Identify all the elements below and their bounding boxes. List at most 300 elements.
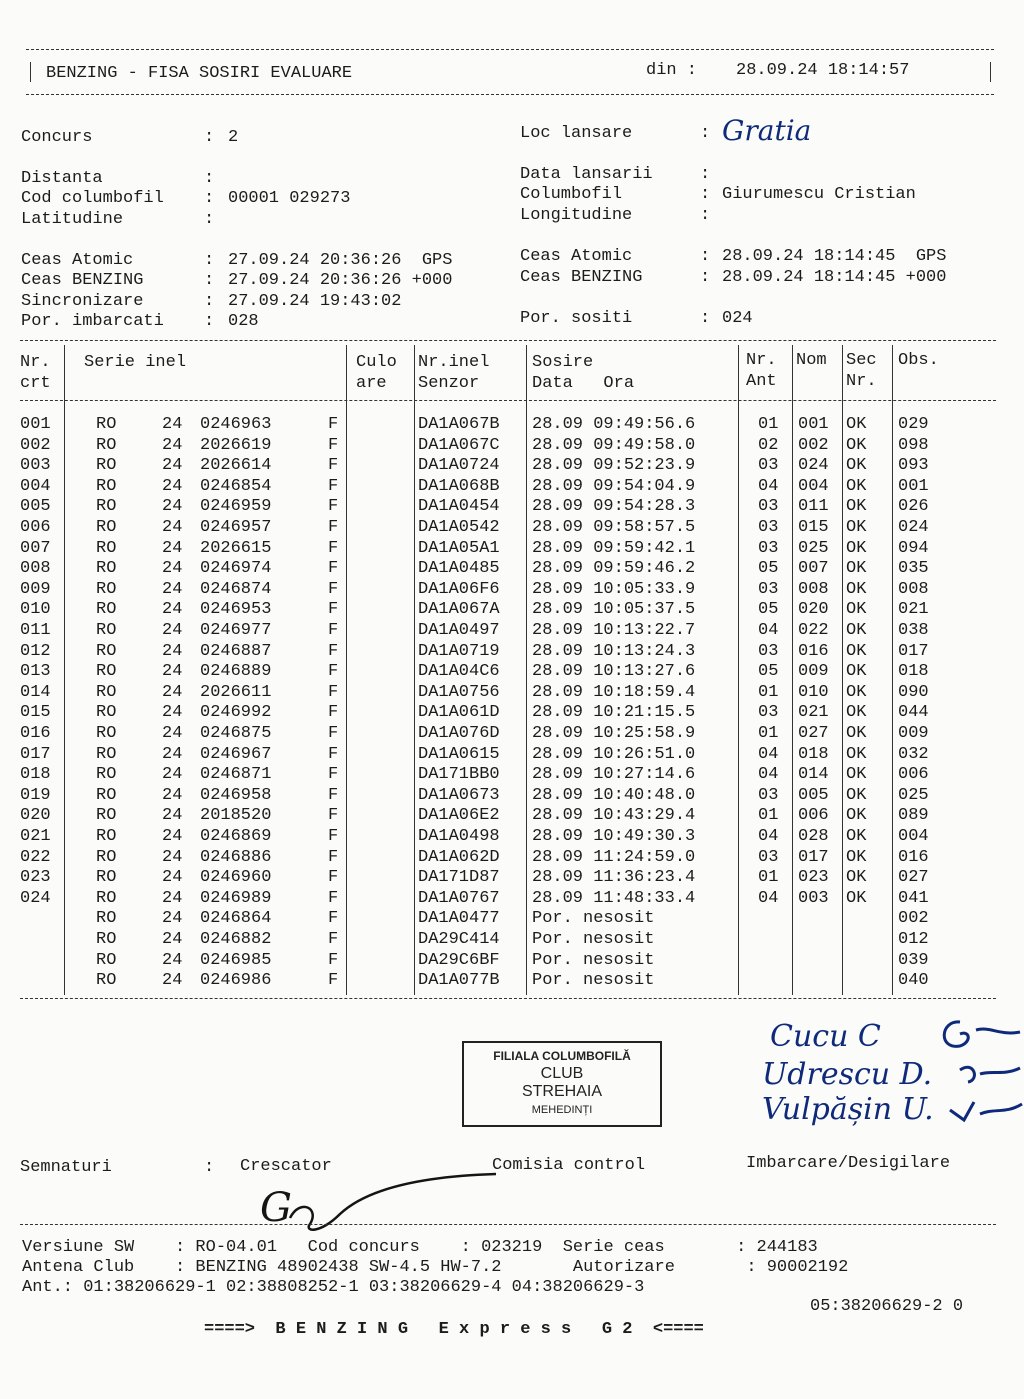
columbofil-sep: : [700,185,711,204]
concurs-value: 2 [228,128,239,147]
report-title: BENZING - FISA SOSIRI EVALUARE [46,64,353,83]
cell-sec: OK [846,415,867,434]
cell-obs: 032 [898,744,929,764]
cell-senzor: DA29C414 [418,930,500,949]
cell-an: 24 [162,971,183,991]
cell-obs: 029 [898,415,929,434]
por-sositi-sep: : [700,309,711,328]
por-sositi-value: 024 [722,309,753,328]
cell-sec: OK [846,847,867,867]
cell-nr: 010 [20,600,51,620]
cell-sex: F [328,538,339,558]
cell-senzor: DA1A0615 [418,744,500,764]
stamp-line4: MEHEDINȚI [531,1104,593,1116]
cell-tara: RO [96,744,117,764]
distanta-label: Distanta [21,169,103,188]
cell-sex: F [328,600,339,620]
cell-sosire: 28.09 11:36:23.4 [532,868,696,888]
cell-ant: 04 [758,765,779,785]
cell-nr: 004 [20,476,51,496]
cell-ant: 04 [758,621,779,640]
loc-lansare-label: Loc lansare [520,124,633,143]
header-nr: Nr. [20,353,51,372]
cell-sosire: Por. nesosit [532,930,655,949]
col-sep-3 [414,345,415,995]
cell-tara: RO [96,456,117,476]
cell-an: 24 [162,518,183,537]
cell-obs: 044 [898,703,929,723]
footer-line-3: Ant.: 01:38206629-1 02:38808252-1 03:38206629-4 04:38206629-3 [22,1278,645,1297]
cell-an: 24 [162,641,183,661]
cell-ant: 04 [758,888,779,908]
col-sep-5 [738,345,739,995]
cell-sec: OK [846,600,867,620]
cell-sec: OK [846,724,867,743]
cell-sosire: Por. nesosit [532,971,655,991]
sincronizare-value: 27.09.24 19:43:02 [228,292,402,311]
cell-senzor: DA1A05A1 [418,538,500,558]
cell-sosire: 28.09 09:59:46.2 [532,559,696,579]
cell-nr: 016 [20,724,51,743]
cell-nom: 011 [798,497,829,517]
cell-an: 24 [162,456,183,476]
header-nr-inel: Nr.inel [418,353,490,372]
cell-nom: 018 [798,744,829,764]
cell-sex: F [328,559,339,579]
cell-obs: 098 [898,435,929,455]
cell-senzor: DA171D87 [418,868,500,888]
cell-nom: 023 [798,868,829,888]
cell-nr: 019 [20,785,51,805]
cell-sec: OK [846,641,867,661]
latitudine-sep: : [204,210,215,229]
ceas-benzing-label: Ceas BENZING [21,271,144,290]
cell-sec: OK [846,518,867,537]
cell-sec: OK [846,888,867,908]
cell-sosire: 28.09 10:13:22.7 [532,621,696,640]
cell-inel: 2026611 [200,682,272,702]
cell-tara: RO [96,724,117,743]
cod-columbofil-label: Cod columbofil [21,189,164,208]
header-crt: crt [20,374,51,393]
cell-sec: OK [846,435,867,455]
cell-senzor: DA1A067C [418,435,500,455]
cell-an: 24 [162,682,183,702]
cell-tara: RO [96,476,117,496]
club-stamp [462,1041,662,1127]
cell-tara: RO [96,600,117,620]
cell-nr: 017 [20,744,51,764]
cell-sex: F [328,847,339,867]
cell-sec: OK [846,806,867,826]
cell-inel: 0246963 [200,415,272,434]
cell-inel: 2026615 [200,538,272,558]
table-top-rule [20,340,996,341]
cell-sosire: 28.09 10:05:37.5 [532,600,696,620]
cell-inel: 0246869 [200,827,272,846]
semnaturi-label: Semnaturi [20,1158,112,1177]
cell-an: 24 [162,765,183,785]
cell-sosire: 28.09 09:59:42.1 [532,538,696,558]
header-obs: Obs. [898,351,939,370]
cell-ant: 04 [758,476,779,496]
cell-nr: 007 [20,538,51,558]
cell-tara: RO [96,621,117,640]
cell-sex: F [328,950,339,970]
header-are: are [356,374,387,393]
cell-sex: F [328,868,339,888]
cod-columbofil-value: 00001 029273 [228,189,351,208]
cell-sex: F [328,909,339,929]
cell-sec: OK [846,662,867,682]
ceas-atomic-right-label: Ceas Atomic [520,247,633,266]
cell-sosire: 28.09 10:40:48.0 [532,785,696,805]
cell-ant: 05 [758,600,779,620]
cell-nom: 014 [798,765,829,785]
ceas-benzing-right-value: 28.09.24 18:14:45 +000 [722,268,947,287]
handwritten-name-2: Udrescu D. [762,1057,933,1092]
cell-tara: RO [96,765,117,785]
cell-obs: 012 [898,930,929,949]
cell-inel: 0246974 [200,559,272,579]
cell-ant: 02 [758,435,779,455]
ceas-atomic-right-sep: : [700,247,711,266]
cell-obs: 035 [898,559,929,579]
cell-ant: 01 [758,724,779,743]
cell-an: 24 [162,476,183,496]
cell-nr: 024 [20,888,51,908]
cell-sec: OK [846,682,867,702]
cell-senzor: DA1A0485 [418,559,500,579]
cell-tara: RO [96,950,117,970]
cell-sex: F [328,518,339,537]
cell-sosire: 28.09 10:49:30.3 [532,827,696,846]
concurs-sep: : [204,128,215,147]
cell-obs: 093 [898,456,929,476]
comisia-label: Comisia control [492,1156,646,1175]
cell-an: 24 [162,538,183,558]
cell-ant: 01 [758,415,779,434]
cell-senzor: DA1A0542 [418,518,500,537]
cell-sex: F [328,703,339,723]
cell-sex: F [328,662,339,682]
cell-sec: OK [846,476,867,496]
ceas-atomic-value: 27.09.24 20:36:26 GPS [228,251,453,270]
cell-sex: F [328,497,339,517]
cell-sex: F [328,785,339,805]
cell-nr: 013 [20,662,51,682]
cell-senzor: DA1A076D [418,724,500,743]
ceas-benzing-value: 27.09.24 20:36:26 +000 [228,271,453,290]
cell-inel: 0246874 [200,579,272,599]
header-sec-nr: Nr. [846,372,877,391]
cell-senzor: DA1A06F6 [418,579,500,599]
cell-senzor: DA1A0673 [418,785,500,805]
cell-inel: 0246989 [200,888,272,908]
cell-ant: 01 [758,868,779,888]
handwritten-name-1: Cucu C [770,1019,881,1054]
distanta-sep: : [204,169,215,188]
cell-tara: RO [96,930,117,949]
cell-sosire: 28.09 10:13:24.3 [532,641,696,661]
cell-obs: 024 [898,518,929,537]
cell-senzor: DA29C6BF [418,950,500,970]
cell-an: 24 [162,435,183,455]
cell-ant: 03 [758,641,779,661]
cell-obs: 001 [898,476,929,496]
cell-senzor: DA1A0477 [418,909,500,929]
cell-nom: 028 [798,827,829,846]
cell-sec: OK [846,827,867,846]
cell-obs: 021 [898,600,929,620]
cell-an: 24 [162,909,183,929]
cell-nom: 016 [798,641,829,661]
cell-nom: 003 [798,888,829,908]
report-date-label: din : [646,61,698,80]
cell-senzor: DA1A061D [418,703,500,723]
cell-senzor: DA1A077B [418,971,500,991]
cell-nom: 017 [798,847,829,867]
cell-sosire: 28.09 11:48:33.4 [532,888,696,908]
cell-an: 24 [162,930,183,949]
stamp-line3: STREHAIA [521,1083,602,1100]
cell-senzor: DA1A04C6 [418,662,500,682]
header-right-edge [990,62,991,82]
cell-inel: 0246986 [200,971,272,991]
cell-nr: 011 [20,621,51,640]
cell-sex: F [328,476,339,496]
cell-an: 24 [162,868,183,888]
cell-tara: RO [96,641,117,661]
cell-tara: RO [96,785,117,805]
cell-sex: F [328,621,339,640]
cell-ant: 03 [758,579,779,599]
cell-inel: 2026619 [200,435,272,455]
cell-inel: 0246992 [200,703,272,723]
columbofil-label: Columbofil [520,185,623,204]
col-sep-2 [346,345,347,995]
cell-senzor: DA171BB0 [418,765,500,785]
latitudine-label: Latitudine [21,210,124,229]
header-top-rule [26,49,994,50]
header-nom: Nom [796,351,827,370]
cell-an: 24 [162,703,183,723]
stamp-line1: FILIALA COLUMBOFILĂ [493,1049,631,1063]
cell-nr: 002 [20,435,51,455]
cell-sosire: 28.09 10:43:29.4 [532,806,696,826]
cell-senzor: DA1A062D [418,847,500,867]
cell-inel: 2018520 [200,806,272,826]
cell-obs: 002 [898,909,929,929]
ceas-benzing-sep: : [204,271,215,290]
cell-an: 24 [162,950,183,970]
cell-inel: 0246957 [200,518,272,537]
cell-obs: 008 [898,579,929,599]
cell-inel: 0246953 [200,600,272,620]
cell-ant: 03 [758,538,779,558]
cell-sosire: Por. nesosit [532,950,655,970]
cell-senzor: DA1A06E2 [418,806,500,826]
cell-sec: OK [846,559,867,579]
cell-sosire: Por. nesosit [532,909,655,929]
cell-an: 24 [162,497,183,517]
cell-tara: RO [96,847,117,867]
cell-ant: 05 [758,662,779,682]
cell-senzor: DA1A0497 [418,621,500,640]
cell-senzor: DA1A0719 [418,641,500,661]
cell-tara: RO [96,538,117,558]
footer-rule [20,1224,996,1225]
cell-inel: 0246882 [200,930,272,949]
ceas-atomic-label: Ceas Atomic [21,251,134,270]
cell-nr: 003 [20,456,51,476]
cell-sosire: 28.09 10:13:27.6 [532,662,696,682]
cell-nr: 014 [20,682,51,702]
cell-inel: 2026614 [200,456,272,476]
loc-lansare-sep: : [700,124,711,143]
imbarcare-label: Imbarcare/Desigilare [746,1154,951,1173]
cell-ant: 01 [758,806,779,826]
cell-tara: RO [96,682,117,702]
cell-nom: 010 [798,682,829,702]
cell-obs: 004 [898,827,929,846]
cell-tara: RO [96,415,117,434]
footer-line-4: 05:38206629-2 0 [810,1297,964,1316]
sincronizare-sep: : [204,292,215,311]
header-sosire: Sosire [532,353,594,372]
cell-senzor: DA1A0767 [418,888,500,908]
ceas-atomic-sep: : [204,251,215,270]
cell-sex: F [328,579,339,599]
cell-tara: RO [96,827,117,846]
cell-sec: OK [846,744,867,764]
col-sep-8 [892,345,893,995]
cell-ant: 03 [758,497,779,517]
cell-obs: 009 [898,724,929,743]
cell-tara: RO [96,579,117,599]
cell-inel: 0246985 [200,950,272,970]
cell-sosire: 28.09 09:52:23.9 [532,456,696,476]
cell-obs: 040 [898,971,929,991]
cell-nom: 015 [798,518,829,537]
cell-senzor: DA1A0454 [418,497,500,517]
concurs-label: Concurs [21,128,93,147]
cell-sosire: 28.09 10:25:58.9 [532,724,696,743]
cell-sec: OK [846,497,867,517]
cell-sosire: 28.09 10:21:15.5 [532,703,696,723]
cell-ant: 03 [758,847,779,867]
cell-sec: OK [846,538,867,558]
header-senzor: Senzor [418,374,480,393]
cell-an: 24 [162,579,183,599]
longitudine-label: Longitudine [520,206,633,225]
cell-obs: 017 [898,641,929,661]
cell-an: 24 [162,806,183,826]
cell-nr: 018 [20,765,51,785]
col-sep-6 [792,345,793,995]
cell-tara: RO [96,868,117,888]
cell-nr: 001 [20,415,51,434]
cell-nom: 009 [798,662,829,682]
cell-an: 24 [162,744,183,764]
cell-inel: 0246960 [200,868,272,888]
cell-nr: 012 [20,641,51,661]
cell-obs: 039 [898,950,929,970]
cell-sosire: 28.09 09:58:57.5 [532,518,696,537]
report-datetime: 28.09.24 18:14:57 [736,61,910,80]
cell-nom: 024 [798,456,829,476]
table-header-rule [20,400,996,401]
cell-an: 24 [162,600,183,620]
cell-sec: OK [846,579,867,599]
sincronizare-label: Sincronizare [21,292,144,311]
cell-nom: 005 [798,785,829,805]
footer-line-2: Antena Club : BENZING 48902438 SW-4.5 HW-7.2 Autorizare : 90002192 [22,1258,849,1277]
cell-sosire: 28.09 10:05:33.9 [532,579,696,599]
data-lansarii-label: Data lansarii [520,165,653,184]
handwritten-name-3: Vulpășin U. [762,1092,934,1127]
cell-inel: 0246958 [200,785,272,805]
cell-inel: 0246871 [200,765,272,785]
cell-senzor: DA1A0756 [418,682,500,702]
cell-tara: RO [96,518,117,537]
cell-tara: RO [96,909,117,929]
cell-an: 24 [162,662,183,682]
cell-an: 24 [162,847,183,867]
cell-sex: F [328,415,339,434]
col-sep-4 [526,345,527,995]
cell-inel: 0246864 [200,909,272,929]
cod-columbofil-sep: : [204,189,215,208]
cell-ant: 03 [758,518,779,537]
cell-sex: F [328,435,339,455]
cell-nom: 008 [798,579,829,599]
cell-nr: 009 [20,579,51,599]
cell-nom: 002 [798,435,829,455]
cell-ant: 03 [758,703,779,723]
cell-senzor: DA1A067A [418,600,500,620]
cell-inel: 0246875 [200,724,272,743]
cell-an: 24 [162,559,183,579]
por-sositi-label: Por. sositi [520,309,633,328]
cell-sosire: 28.09 09:49:56.6 [532,415,696,434]
cell-nr: 008 [20,559,51,579]
cell-ant: 03 [758,456,779,476]
cell-ant: 04 [758,744,779,764]
cell-tara: RO [96,806,117,826]
cell-nom: 007 [798,559,829,579]
cell-sex: F [328,744,339,764]
cell-nr: 020 [20,806,51,826]
por-imbarcati-sep: : [204,312,215,331]
cell-ant: 03 [758,785,779,805]
ceas-atomic-right-value: 28.09.24 18:14:45 GPS [722,247,947,266]
loc-lansare-handwritten: Gratia [722,114,812,147]
cell-obs: 027 [898,868,929,888]
initial-scribbles [930,1010,1024,1130]
cell-sosire: 28.09 09:49:58.0 [532,435,696,455]
cell-sex: F [328,456,339,476]
cell-sec: OK [846,621,867,640]
cell-an: 24 [162,621,183,640]
cell-nom: 027 [798,724,829,743]
cell-nr: 022 [20,847,51,867]
cell-nr: 021 [20,827,51,846]
cell-nom: 022 [798,621,829,640]
cell-ant: 04 [758,827,779,846]
cell-obs: 006 [898,765,929,785]
cell-tara: RO [96,703,117,723]
